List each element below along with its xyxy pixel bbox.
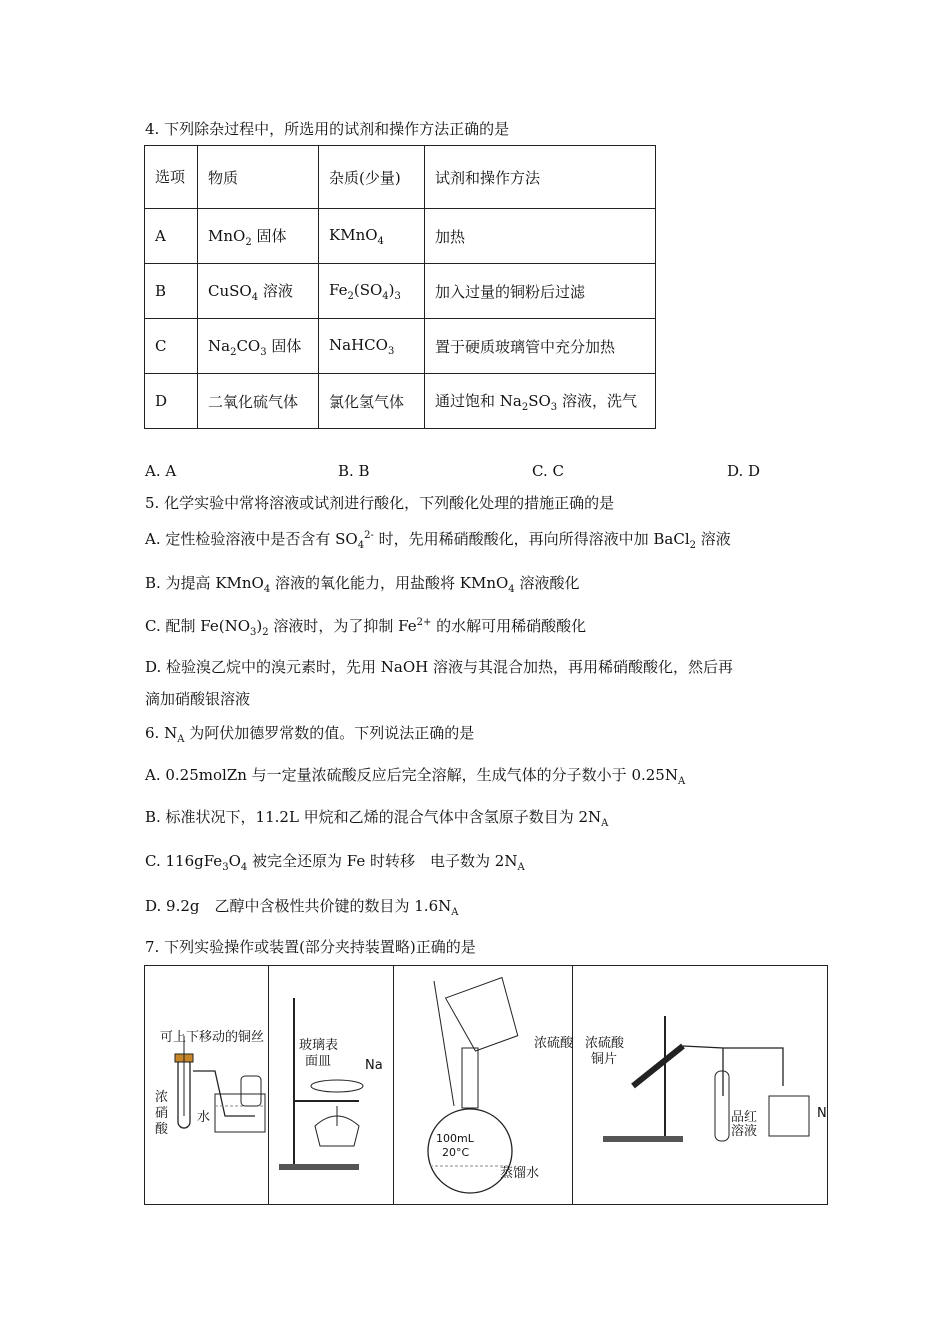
q6-option-c[interactable]: C. $116gFe_3O_4$ 被完全还原为 Fe 时转移 电子数为 $2N_A$ <box>145 852 525 873</box>
volumetric-flask-icon <box>394 966 572 1204</box>
q5-title: 5. 化学实验中常将溶液或试剂进行酸化，下列酸化处理的措施正确的是 <box>145 494 615 512</box>
row-impurity: KMnO$_4$ <box>319 209 425 264</box>
label-water: 水 <box>197 1110 211 1125</box>
q4-option-d[interactable]: D. D <box>727 462 761 480</box>
label-na: Na <box>365 1058 383 1073</box>
q4-option-c[interactable]: C. C <box>532 462 564 480</box>
q4-table <box>144 145 656 429</box>
row-impurity: $Fe_2(SO_4)_3$ <box>319 264 425 319</box>
q6-option-d[interactable]: D. 9.2g 乙醇中含极性共价键的数目为 $1.6N_A$ <box>145 897 459 918</box>
q5-option-c[interactable]: C. 配制 $Fe(NO_3)_2$ 溶液时，为了抑制 $Fe^{2+}$ 的水解可用稀硝酸酸化 <box>145 617 587 638</box>
row-impurity: 氯化氢气体 <box>319 374 425 429</box>
figure-b[interactable] <box>269 966 394 1204</box>
q4-option-a[interactable]: A. A <box>145 462 177 480</box>
label-nitric: 硝 <box>155 1106 169 1121</box>
copper-sulfuric-apparatus-icon <box>573 966 827 1204</box>
row-substance: $Na_2CO_3$ 固体 <box>198 319 319 374</box>
table-row <box>145 264 656 319</box>
label-magenta: 品红 <box>731 1110 758 1125</box>
table-row <box>145 374 656 429</box>
row-substance: 二氧化硫气体 <box>198 374 319 429</box>
header-method: 试剂和操作方法 <box>425 146 656 209</box>
figure-a[interactable] <box>145 966 269 1204</box>
row-method: 通过饱和 $Na_2SO_3$ 溶液，洗气 <box>425 374 656 429</box>
q4-option-b[interactable]: B. B <box>338 462 370 480</box>
label-watch-glass: 玻璃表 <box>299 1038 339 1053</box>
label-acid: 酸 <box>155 1122 169 1137</box>
label-copper: 铜片 <box>591 1052 618 1067</box>
heating-sodium-apparatus-icon <box>269 966 393 1204</box>
copper-nitric-apparatus-icon <box>145 966 268 1204</box>
q5-option-b[interactable]: B. 为提高 KMnO$_4$ 溶液的氧化能力，用盐酸将 KMnO$_4$ 溶液酸化 <box>145 574 580 595</box>
row-substance: MnO$_2$ 固体 <box>198 209 319 264</box>
row-method: 置于硬质玻璃管中充分加热 <box>425 319 656 374</box>
row-option: B <box>145 264 198 319</box>
q5-option-a[interactable]: A. 定性检验溶液中是否含有 $SO_4^{2-}$ 时，先用稀硝酸酸化，再向所得溶液中加 BaCl$_2$ 溶液 <box>145 530 731 551</box>
row-option: D <box>145 374 198 429</box>
row-impurity: NaHCO$_3$ <box>319 319 425 374</box>
table-row <box>145 319 656 374</box>
label-conc: 浓 <box>155 1090 169 1105</box>
header-option: 选项 <box>145 146 198 209</box>
q6-option-b[interactable]: B. 标准状况下，11.2L 甲烷和乙烯的混合气体中含氢原子数目为 $2N_A$ <box>145 808 609 829</box>
q4-title: 4. 下列除杂过程中，所选用的试剂和操作方法正确的是 <box>145 120 510 138</box>
row-option: A <box>145 209 198 264</box>
header-substance: 物质 <box>198 146 319 209</box>
row-method: 加入过量的铜粉后过滤 <box>425 264 656 319</box>
label-20c: 20°C <box>442 1146 470 1159</box>
label-watch-glass-2: 面皿 <box>305 1054 332 1069</box>
label-n: N <box>817 1106 827 1121</box>
q5-option-d[interactable]: D. 检验溴乙烷中的溴元素时，先用 NaOH 溶液与其混合加热，再用稀硝酸酸化，然后再 <box>145 658 734 676</box>
q5-option-d-cont: 滴加硝酸银溶液 <box>145 690 251 708</box>
label-conc-sulfuric: 浓硫酸 <box>585 1036 625 1051</box>
q6-option-a[interactable]: A. 0.25molZn 与一定量浓硫酸反应后完全溶解，生成气体的分子数小于 $0.25N_A$ <box>145 766 686 787</box>
row-option: C <box>145 319 198 374</box>
label-sulfuric: 浓硫酸 <box>534 1036 574 1051</box>
header-impurity: 杂质(少量) <box>319 146 425 209</box>
row-method: 加热 <box>425 209 656 264</box>
q6-title: 6. $N_A$ 为阿伏加德罗常数的值。下列说法正确的是 <box>145 724 475 745</box>
label-copper-wire: 可上下移动的铜丝 <box>160 1030 265 1045</box>
label-distilled-water: 蒸馏水 <box>500 1166 540 1181</box>
q7-figure <box>144 965 828 1205</box>
row-substance: CuSO$_4$ 溶液 <box>198 264 319 319</box>
figure-d[interactable] <box>573 966 827 1204</box>
figure-c[interactable] <box>394 966 573 1204</box>
label-solution: 溶液 <box>731 1124 758 1139</box>
label-100ml: 100mL <box>436 1132 474 1145</box>
table-row <box>145 209 656 264</box>
table-header-row <box>145 146 656 209</box>
q7-title: 7. 下列实验操作或装置(部分夹持装置略)正确的是 <box>145 938 476 956</box>
